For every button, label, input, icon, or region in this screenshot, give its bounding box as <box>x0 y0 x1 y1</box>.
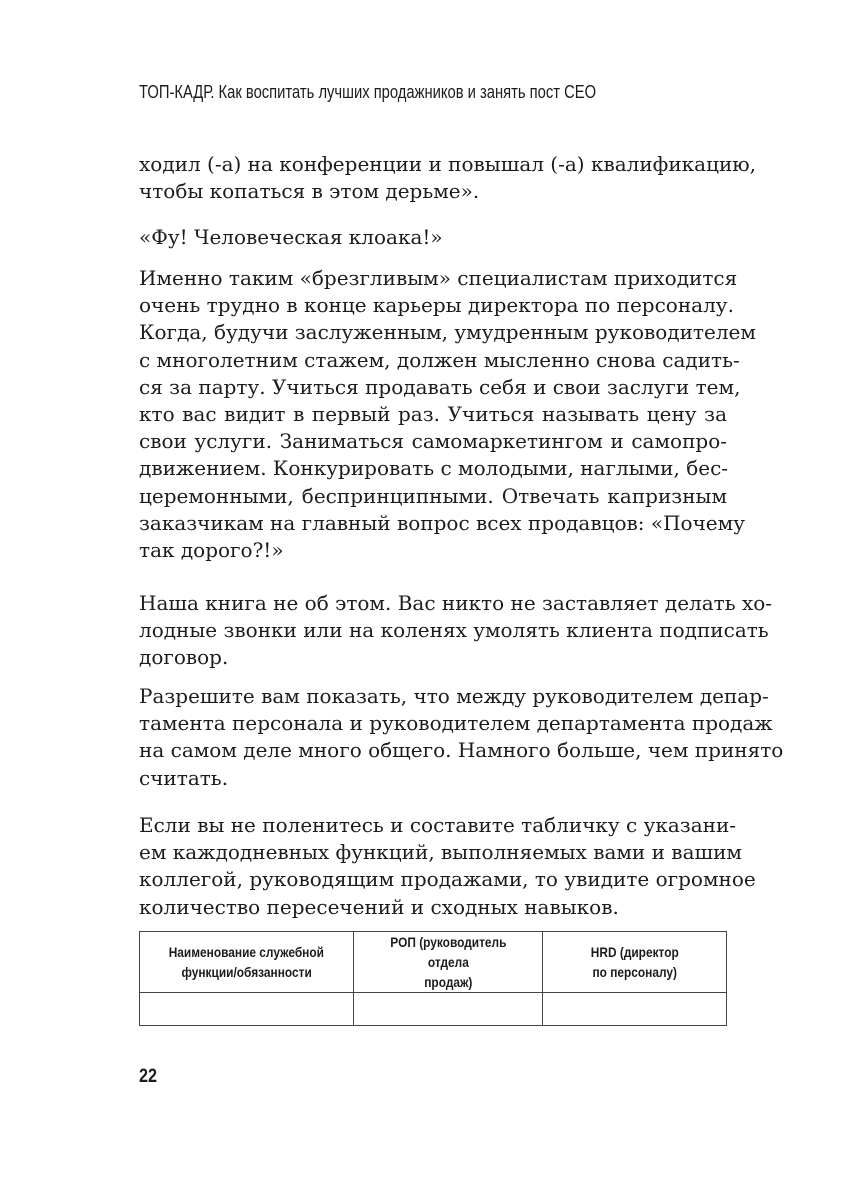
paragraph <box>139 151 757 205</box>
text-line: так дорого?!» <box>139 538 284 563</box>
header-line: РОП (руководитель отдела <box>389 934 507 970</box>
text-line: тамента персонала и руководителем департамента продаж <box>139 711 773 736</box>
text-line: Именно таким «брезгливым» специалистам приходится <box>139 266 738 290</box>
paragraph <box>139 590 773 672</box>
text-line: свои услуги. Заниматься самомаркетингом и самопро- <box>139 429 727 454</box>
table-header-row <box>140 932 727 993</box>
running-header: ТОП-КАДР. Как воспитать лучших продажников и занять пост CEO <box>139 82 597 102</box>
text-line: «Фу! Человеческая клоака!» <box>139 225 443 249</box>
text-line: Разрешите вам показать, что между руководителем депар- <box>139 684 769 708</box>
text-line: ходил (-а) на конференции и повышал (-а) квалификацию, <box>139 152 757 176</box>
function-comparison-table <box>139 931 727 1026</box>
paragraph <box>139 812 756 921</box>
text-line: с многолетним стажем, должен мысленно снова садить- <box>139 347 740 372</box>
header-line: функции/обязанности <box>181 964 312 980</box>
text-line: кто вас видит в первый раз. Учиться называть цену за <box>139 402 727 427</box>
text-line: лодные звонки или на коленях умолять клиента подписать <box>139 618 769 643</box>
paragraph <box>139 683 784 792</box>
text-line: церемонными, беспринципными. Отвечать капризным <box>139 483 727 508</box>
table-cell <box>140 993 354 1026</box>
table-cell <box>353 993 543 1026</box>
paragraph <box>139 265 756 564</box>
table-cell <box>543 993 727 1026</box>
text-line: на самом деле много общего. Намного больше, чем принято <box>139 738 784 763</box>
text-line: ся за парту. Учиться продавать себя и свои заслуги тем, <box>139 374 741 399</box>
text-line: считать. <box>139 765 229 790</box>
text-line: Если вы не поленитесь и составите табличку с указани- <box>139 813 737 837</box>
text-line: договор. <box>139 645 229 670</box>
table-row <box>140 993 727 1026</box>
text-line: коллегой, руководящим продажами, то увидите огромное <box>139 867 756 892</box>
text-line: движением. Конкурировать с молодыми, наглыми, бес- <box>139 456 729 481</box>
header-line: Наименование служебной <box>168 944 324 960</box>
text-line: заказчикам на главный вопрос всех продавцов: «Почему <box>139 510 745 535</box>
text-line: ем каждодневных функций, выполняемых вами и вашим <box>139 840 742 865</box>
text-line: очень трудно в конце карьеры директора по персоналу. <box>139 293 734 318</box>
header-line: по персоналу) <box>592 964 677 980</box>
text-line: чтобы копаться в этом дерьме». <box>139 179 480 204</box>
text-line: Наша книга не об этом. Вас никто не заставляет делать хо- <box>139 591 773 615</box>
page-number: 22 <box>139 1066 157 1087</box>
header-line: HRD (директор <box>590 944 679 960</box>
column-header-function <box>140 932 354 993</box>
header-line: продаж) <box>423 974 473 990</box>
text-line: Когда, будучи заслуженным, умудренным руководителем <box>139 320 756 345</box>
column-header-rop <box>353 932 543 993</box>
paragraph <box>139 224 727 251</box>
column-header-hrd <box>543 932 727 993</box>
text-line: количество пересечений и сходных навыков. <box>139 894 619 919</box>
